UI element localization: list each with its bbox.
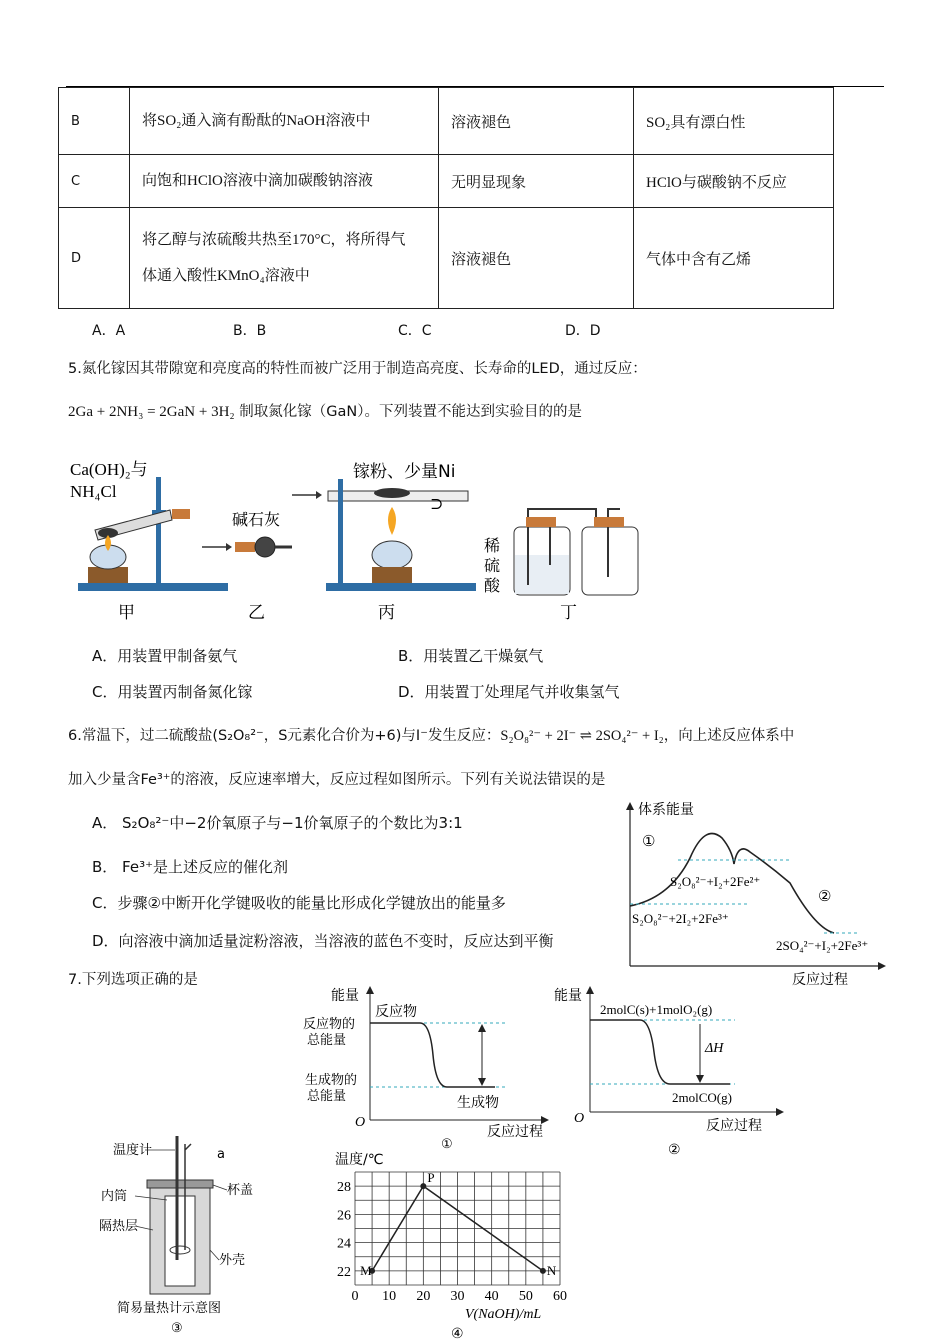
y-tick-label: 26 bbox=[337, 1208, 351, 1224]
x-axis-arrow bbox=[878, 962, 886, 970]
gallium-powder bbox=[374, 488, 410, 498]
data-point-label: M bbox=[360, 1262, 372, 1278]
x-tick-label: 40 bbox=[484, 1289, 499, 1304]
shell-label: 外壳 bbox=[219, 1253, 246, 1268]
stopper bbox=[172, 509, 190, 519]
y-tick-label: 24 bbox=[337, 1236, 351, 1252]
reagent-ding-3: 酸 bbox=[484, 576, 501, 595]
stirrer-label: a bbox=[217, 1147, 225, 1162]
stand-rod bbox=[156, 477, 161, 585]
end-species-label: 2SO₄²⁻+I₂+2Fe³⁺ bbox=[776, 938, 869, 953]
origin-label: O bbox=[355, 1115, 366, 1130]
q6-choice-b[interactable]: B． Fe³⁺是上述反应的催化剂 bbox=[92, 858, 289, 876]
reagent-yi: 碱石灰 bbox=[232, 510, 281, 529]
q4-choice-c[interactable]: C．C bbox=[398, 323, 432, 339]
reagent-ding-1: 稀 bbox=[484, 536, 501, 555]
x-tick-label: 20 bbox=[416, 1289, 431, 1304]
row-letter: D bbox=[59, 208, 130, 309]
apparatus-yi bbox=[202, 510, 292, 623]
data-point-label: N bbox=[546, 1262, 557, 1278]
q5-choice-d[interactable]: D．用装置丁处理尾气并收集氢气 bbox=[398, 683, 620, 701]
drying-tube-bulb bbox=[255, 537, 275, 557]
origin-label: O bbox=[574, 1111, 585, 1126]
q6-choice-a[interactable]: A． S₂O₈²⁻中−2价氧原子与−1价氧原子的个数比为3:1 bbox=[92, 814, 463, 832]
row-conclusion: HClO与碳酸钠不反应 bbox=[634, 155, 834, 208]
figure-number: ② bbox=[668, 1143, 681, 1158]
product-label: 生成物 bbox=[457, 1095, 499, 1111]
table-row bbox=[59, 155, 834, 208]
arrow-head bbox=[226, 543, 232, 551]
y-axis-arrow bbox=[366, 986, 374, 994]
alcohol-lamp bbox=[372, 541, 412, 569]
reagent-bing: 镓粉、少量Ni bbox=[353, 462, 456, 482]
q5-choice-c[interactable]: C．用装置丙制备氮化镓 bbox=[92, 683, 253, 701]
row-operation-line: 将乙醇与浓硫酸共热至170°C，将所得气 bbox=[142, 232, 406, 248]
q5-stem-2-text: 制取氮化镓（GaN）。下列装置不能达到实验目的的是 bbox=[239, 404, 582, 420]
y-axis-label: 温度/℃ bbox=[335, 1152, 384, 1168]
row-phenomenon: 无明显现象 bbox=[439, 155, 634, 208]
label-yi: 乙 bbox=[248, 603, 265, 623]
x-axis-label: 反应过程 bbox=[706, 1118, 762, 1134]
outlet-bubble-icon: ⊃ bbox=[430, 496, 444, 513]
q5-stem: 5.氮化镓因其带隙宽和亮度高的特性而被广泛用于制造高亮度、长寿命的LED，通过反应： bbox=[68, 361, 647, 377]
table-row bbox=[59, 88, 834, 155]
q5-choice-a[interactable]: A．用装置甲制备氨气 bbox=[92, 647, 238, 665]
drying-tube-stopper bbox=[235, 542, 255, 552]
q6-stem bbox=[68, 724, 794, 745]
q7-figure-4-chart bbox=[325, 1150, 585, 1344]
table-row bbox=[59, 208, 834, 309]
q6-energy-diagram bbox=[610, 798, 895, 988]
x-axis-label: 反应过程 bbox=[792, 972, 848, 988]
data-point bbox=[540, 1268, 546, 1274]
apparatus-bing bbox=[292, 462, 476, 623]
y-tick-label: 22 bbox=[337, 1264, 351, 1280]
row-letter: B bbox=[59, 88, 130, 155]
insulation-label: 隔热层 bbox=[99, 1219, 139, 1234]
row-phenomenon: 溶液褪色 bbox=[439, 88, 634, 155]
figure-number: ③ bbox=[171, 1320, 183, 1335]
y-axis-label: 能量 bbox=[554, 988, 582, 1004]
bottle-2 bbox=[582, 527, 638, 595]
product-total-label: 生成物的 bbox=[305, 1073, 358, 1088]
label-jia: 甲 bbox=[118, 603, 135, 623]
label-bing: 丙 bbox=[378, 603, 395, 623]
bottom-species-label: 2molCO(g) bbox=[672, 1090, 732, 1105]
q7-figure-2 bbox=[554, 980, 790, 1160]
row-conclusion: SO₂具有漂白性 bbox=[634, 88, 834, 155]
q7-figure-3-calorimeter bbox=[95, 1130, 285, 1340]
reagent-jia: Ca(OH)₂与 bbox=[70, 460, 148, 479]
label-ding: 丁 bbox=[560, 603, 577, 623]
x-tick-label: 0 bbox=[351, 1289, 359, 1304]
stopper bbox=[526, 517, 556, 527]
leader-line bbox=[213, 1185, 227, 1190]
inner-cup bbox=[165, 1196, 195, 1286]
x-tick-label: 60 bbox=[553, 1289, 567, 1304]
q6-stem-a: 6.常温下，过二硫酸盐(S₂O₈²⁻，S元素化合价为+6)与I⁻发生反应： bbox=[68, 728, 501, 744]
reactant-total-label: 反应物的 bbox=[303, 1017, 356, 1032]
reactant-label: 反应物 bbox=[375, 1004, 417, 1020]
q7-stem: 7.下列选项正确的是 bbox=[68, 972, 198, 988]
y-axis-arrow bbox=[586, 986, 594, 994]
inner-cup-label: 内筒 bbox=[101, 1189, 128, 1204]
q4-choice-d[interactable]: D．D bbox=[565, 323, 601, 339]
delta-arrow-head bbox=[696, 1075, 704, 1083]
stand-base bbox=[78, 583, 228, 591]
q5-choice-b[interactable]: B．用装置乙干燥氨气 bbox=[398, 647, 544, 665]
row-operation-line: 体通入酸性KMnO₄溶液中 bbox=[142, 268, 310, 284]
x-tick-label: 10 bbox=[382, 1289, 397, 1304]
data-point bbox=[420, 1183, 426, 1189]
x-axis-label-text: V(NaOH)/mL bbox=[465, 1307, 542, 1322]
reagent-jia-2: NH₄Cl bbox=[70, 482, 117, 501]
arrow-head bbox=[316, 491, 322, 499]
figure-caption: 简易量热计示意图 bbox=[117, 1301, 222, 1316]
q6-choice-c[interactable]: C．步骤②中断开化学键吸收的能量比形成化学键放出的能量多 bbox=[92, 894, 506, 912]
apparatus-ding bbox=[484, 509, 638, 623]
step-2-label: ② bbox=[818, 889, 832, 905]
q4-choice-b[interactable]: B．B bbox=[233, 323, 267, 339]
row-operation bbox=[130, 208, 439, 309]
y-tick-label: 28 bbox=[337, 1180, 351, 1196]
x-axis-label bbox=[465, 1307, 541, 1322]
top-species-label: 2molC(s)+1molO₂(g) bbox=[600, 1002, 713, 1017]
chart-grid bbox=[355, 1172, 560, 1285]
start-species-label: S₂O₈²⁻+2I₂+2Fe³⁺ bbox=[632, 911, 729, 926]
y-axis-label: 能量 bbox=[331, 988, 359, 1004]
row-letter: C bbox=[59, 155, 130, 208]
q6-choice-d[interactable]: D．向溶液中滴加适量淀粉溶液，当溶液的蓝色不变时，反应达到平衡 bbox=[92, 932, 554, 950]
q5-apparatus-figure bbox=[60, 455, 660, 625]
data-point-label: P bbox=[427, 1170, 435, 1186]
x-tick-label: 30 bbox=[450, 1289, 465, 1304]
y-axis-arrow bbox=[626, 802, 634, 810]
row-operation: 将SO₂通入滴有酚酞的NaOH溶液中 bbox=[130, 88, 439, 155]
q7-figure-1 bbox=[295, 980, 555, 1151]
lid bbox=[147, 1180, 213, 1188]
mid-species-label: S₂O₈²⁻+I₂+2Fe²⁺ bbox=[670, 874, 761, 889]
stand-rod bbox=[338, 479, 343, 587]
thermometer-label: 温度计 bbox=[113, 1143, 153, 1158]
y-axis-label: 体系能量 bbox=[638, 802, 694, 818]
row-phenomenon: 溶液褪色 bbox=[439, 208, 634, 309]
q6-stem-2: 加入少量含Fe³⁺的溶液，反应速率增大，反应过程如图所示。下列有关说法错误的是 bbox=[68, 772, 606, 788]
x-tick-label: 50 bbox=[518, 1289, 533, 1304]
flame bbox=[388, 507, 396, 535]
reactant-total-label-2: 总能量 bbox=[307, 1033, 347, 1048]
apparatus-jia bbox=[70, 460, 228, 623]
acid-liquid bbox=[515, 555, 569, 594]
step-1-label: ① bbox=[642, 834, 656, 850]
lamp-stand bbox=[372, 567, 412, 583]
x-axis-label: 反应过程 bbox=[487, 1124, 543, 1140]
reagent-ding-2: 硫 bbox=[484, 556, 501, 575]
row-conclusion: 气体中含有乙烯 bbox=[634, 208, 834, 309]
x-axis-arrow bbox=[776, 1108, 784, 1116]
x-axis-arrow bbox=[541, 1116, 549, 1124]
delta-h-label: ΔH bbox=[705, 1041, 724, 1056]
figure-number: ④ bbox=[451, 1327, 464, 1342]
stand-base bbox=[326, 583, 476, 591]
figure-number: ① bbox=[441, 1136, 453, 1151]
chart-ticks bbox=[337, 1180, 567, 1304]
product-total-label-2: 总能量 bbox=[307, 1089, 347, 1104]
q4-choice-a[interactable]: A．A bbox=[92, 323, 126, 339]
energy-curve bbox=[370, 1023, 495, 1087]
leader-line bbox=[210, 1250, 219, 1260]
q6-stem-b: S₂O₈²⁻ + 2I⁻ ⇌ 2SO₄²⁻ + I₂，向上述反应体系中 bbox=[500, 728, 795, 744]
lid-label: 杯盖 bbox=[227, 1183, 254, 1198]
row-operation: 向饱和HClO溶液中滴加碳酸钠溶液 bbox=[130, 155, 439, 208]
q5-stem-2 bbox=[68, 400, 582, 421]
q5-reaction: 2Ga + 2NH₃ = 2GaN + 3H₂ bbox=[68, 404, 235, 420]
stopper bbox=[594, 517, 624, 527]
options-table bbox=[58, 87, 834, 309]
